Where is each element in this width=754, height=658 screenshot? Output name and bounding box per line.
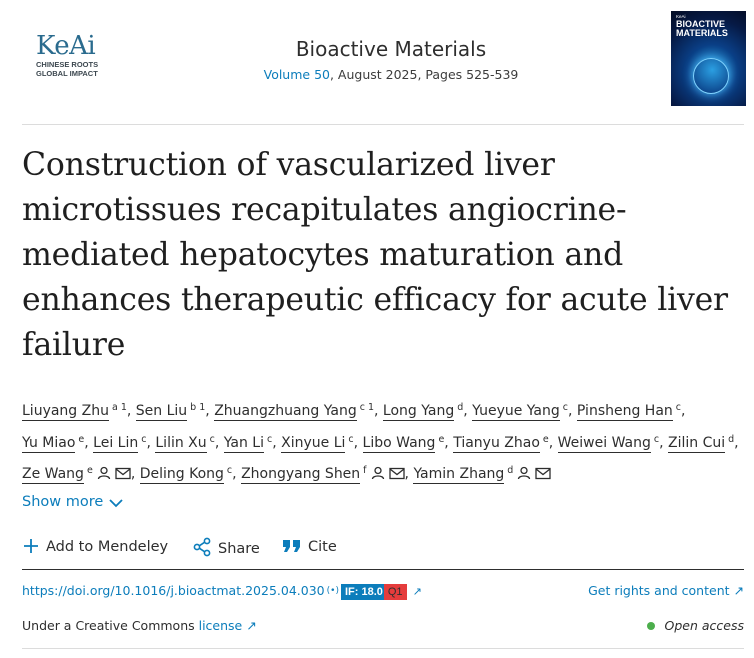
author-affiliation-marker[interactable]: b 1 — [190, 402, 206, 413]
journal-title-link[interactable]: Bioactive Materials — [295, 37, 487, 61]
author-affiliation-marker[interactable]: c — [348, 433, 354, 445]
person-icon[interactable] — [517, 462, 531, 491]
author-affiliation-marker[interactable]: c — [226, 465, 233, 476]
author-name[interactable]: Liuyang Zhu — [22, 403, 109, 419]
author-name[interactable]: Yan Li — [223, 434, 264, 451]
author-name[interactable]: Zilin Cui — [668, 434, 726, 451]
issue-date-pages: , August 2025, Pages 525-539 — [329, 67, 519, 82]
author-item[interactable]: Long Yang $^d$, — [382, 402, 468, 419]
open-access-dot-icon — [647, 622, 655, 630]
share-label: Share — [218, 541, 260, 557]
author-item[interactable]: Pinsheng Han $^c$, — [576, 402, 686, 419]
show-more-button[interactable] — [22, 494, 123, 510]
altmetric-icon[interactable]: (•) — [326, 586, 339, 596]
divider — [22, 124, 744, 125]
open-access-label: Open access — [664, 618, 744, 633]
license-link-label: license — [198, 618, 243, 633]
cover-title: BIOACTIVE MATERIALS — [676, 19, 728, 38]
person-icon[interactable] — [371, 462, 385, 491]
mendeley-label: Add to Mendeley — [46, 539, 169, 555]
external-link-icon: ↗ — [246, 618, 257, 633]
cover-artwork — [693, 58, 729, 94]
mail-icon[interactable] — [115, 462, 131, 491]
journal-header — [0, 36, 754, 82]
author-item[interactable]: Yu Miao $^e$, — [22, 433, 89, 451]
author-affiliation-marker[interactable]: e — [86, 465, 93, 476]
author-name[interactable]: Sen Liu — [135, 403, 188, 419]
journal-cover-image[interactable] — [671, 11, 746, 106]
person-icon[interactable] — [97, 462, 111, 491]
license-row — [22, 618, 744, 633]
author-affiliation-marker[interactable]: c — [267, 433, 273, 445]
author-name[interactable]: Xinyue Li — [281, 434, 346, 451]
author-item[interactable]: Lilin Xu $^c$, — [155, 433, 220, 451]
author-item[interactable]: Zilin Cui $^d$, — [668, 433, 739, 451]
cite-button[interactable] — [282, 537, 337, 555]
author-name[interactable]: Ze Wang — [22, 466, 84, 482]
logo-wordmark: KeAi — [36, 31, 96, 61]
author-affiliation-marker[interactable]: c — [653, 433, 660, 445]
author-item[interactable]: Tianyu Zhao $^e$, — [453, 433, 554, 451]
author-name[interactable]: Yamin Zhang — [413, 466, 505, 482]
issue-info — [0, 67, 754, 82]
author-item[interactable]: Weiwei Wang $^c$, — [557, 433, 664, 451]
author-name[interactable]: Weiwei Wang — [557, 434, 651, 451]
author-item[interactable] — [413, 466, 551, 482]
cover-brand: KeAi — [676, 14, 686, 19]
author-item[interactable]: Ze Wang $^e$ , — [22, 466, 135, 482]
share-button[interactable] — [192, 537, 260, 557]
author-item[interactable]: Liuyang Zhu $^{a 1}$, — [22, 402, 132, 419]
author-name[interactable]: Deling Kong — [139, 466, 224, 482]
author-name[interactable]: Tianyu Zhao — [453, 434, 540, 451]
doi-link[interactable]: https://doi.org/10.1016/j.bioactmat.2025.04.030 — [22, 583, 325, 598]
doi-row — [22, 583, 744, 603]
author-name[interactable]: Pinsheng Han — [576, 403, 673, 419]
author-item[interactable]: Xinyue Li $^c$, — [281, 433, 359, 451]
author-item[interactable]: Zhuangzhuang Yang $^{c 1}$, — [214, 402, 379, 419]
author-affiliation-marker[interactable]: c — [141, 433, 147, 445]
divider — [22, 648, 744, 649]
author-affiliation-marker[interactable]: e — [438, 433, 445, 445]
author-affiliation-marker[interactable]: c — [675, 402, 682, 413]
add-to-mendeley-button[interactable] — [22, 537, 168, 555]
author-name[interactable]: Yu Miao — [22, 434, 76, 451]
show-more-label: Show more — [22, 494, 104, 510]
author-name[interactable]: Lei Lin — [93, 434, 139, 451]
logo-tagline-1: CHINESE ROOTS — [36, 60, 99, 69]
quote-icon — [282, 537, 302, 555]
author-affiliation-marker[interactable]: c — [209, 433, 215, 445]
open-access-badge — [647, 618, 744, 633]
author-affiliation-marker[interactable]: c — [562, 402, 569, 413]
author-item[interactable]: Sen Liu $^{b 1}$, — [135, 402, 210, 419]
external-link-icon[interactable]: ↗ — [412, 585, 422, 598]
author-affiliation-marker[interactable]: e — [78, 433, 85, 445]
logo-tagline-2: GLOBAL IMPACT — [36, 69, 98, 78]
author-name[interactable]: Libo Wang — [362, 434, 436, 451]
get-rights-link[interactable] — [588, 583, 744, 598]
author-name[interactable]: Yueyue Yang — [472, 403, 560, 419]
author-affiliation-marker[interactable]: d — [507, 465, 514, 476]
author-list — [22, 394, 744, 491]
author-affiliation-marker[interactable]: a 1 — [111, 402, 127, 413]
author-item[interactable]: Deling Kong $^c$, — [139, 465, 237, 482]
author-item[interactable]: Yan Li $^c$, — [223, 433, 277, 451]
author-affiliation-marker[interactable]: e — [542, 433, 549, 445]
chevron-down-icon — [109, 498, 123, 508]
author-item[interactable]: Libo Wang $^e$, — [362, 433, 449, 451]
mail-icon[interactable] — [389, 462, 405, 491]
author-item[interactable]: Zhongyang Shen $^f$ , — [241, 466, 409, 482]
rights-label: Get rights and content — [588, 583, 730, 598]
article-title: Construction of vascularized liver microtissues recapitulates angiocrine-mediated hepatocytes maturation and enhances therapeutic efficacy for acute liver failure — [22, 147, 728, 363]
author-name[interactable]: Lilin Xu — [155, 434, 207, 451]
quartile-badge[interactable]: Q1 — [384, 584, 407, 600]
author-affiliation-marker[interactable]: d — [457, 402, 464, 413]
author-name[interactable]: Zhongyang Shen — [241, 466, 361, 482]
plus-icon — [22, 537, 40, 555]
author-name[interactable]: Zhuangzhuang Yang — [214, 403, 357, 419]
mail-icon[interactable] — [535, 462, 551, 491]
volume-link[interactable]: Volume 50 — [263, 67, 330, 82]
share-icon — [192, 537, 212, 557]
external-link-icon: ↗ — [733, 583, 744, 598]
author-affiliation-marker[interactable]: c 1 — [359, 402, 375, 413]
author-affiliation-marker[interactable]: f — [363, 465, 367, 476]
author-item[interactable]: Yueyue Yang $^c$, — [472, 402, 573, 419]
license-prefix: Under a Creative Commons — [22, 618, 199, 633]
author-affiliation-marker[interactable]: d — [728, 433, 735, 445]
author-item[interactable]: Lei Lin $^c$, — [93, 433, 151, 451]
impact-factor-badge[interactable]: IF: 18.0 — [341, 584, 387, 600]
author-name[interactable]: Long Yang — [382, 403, 455, 419]
cite-label: Cite — [308, 539, 337, 555]
license-link[interactable] — [199, 618, 257, 633]
divider — [22, 569, 744, 570]
